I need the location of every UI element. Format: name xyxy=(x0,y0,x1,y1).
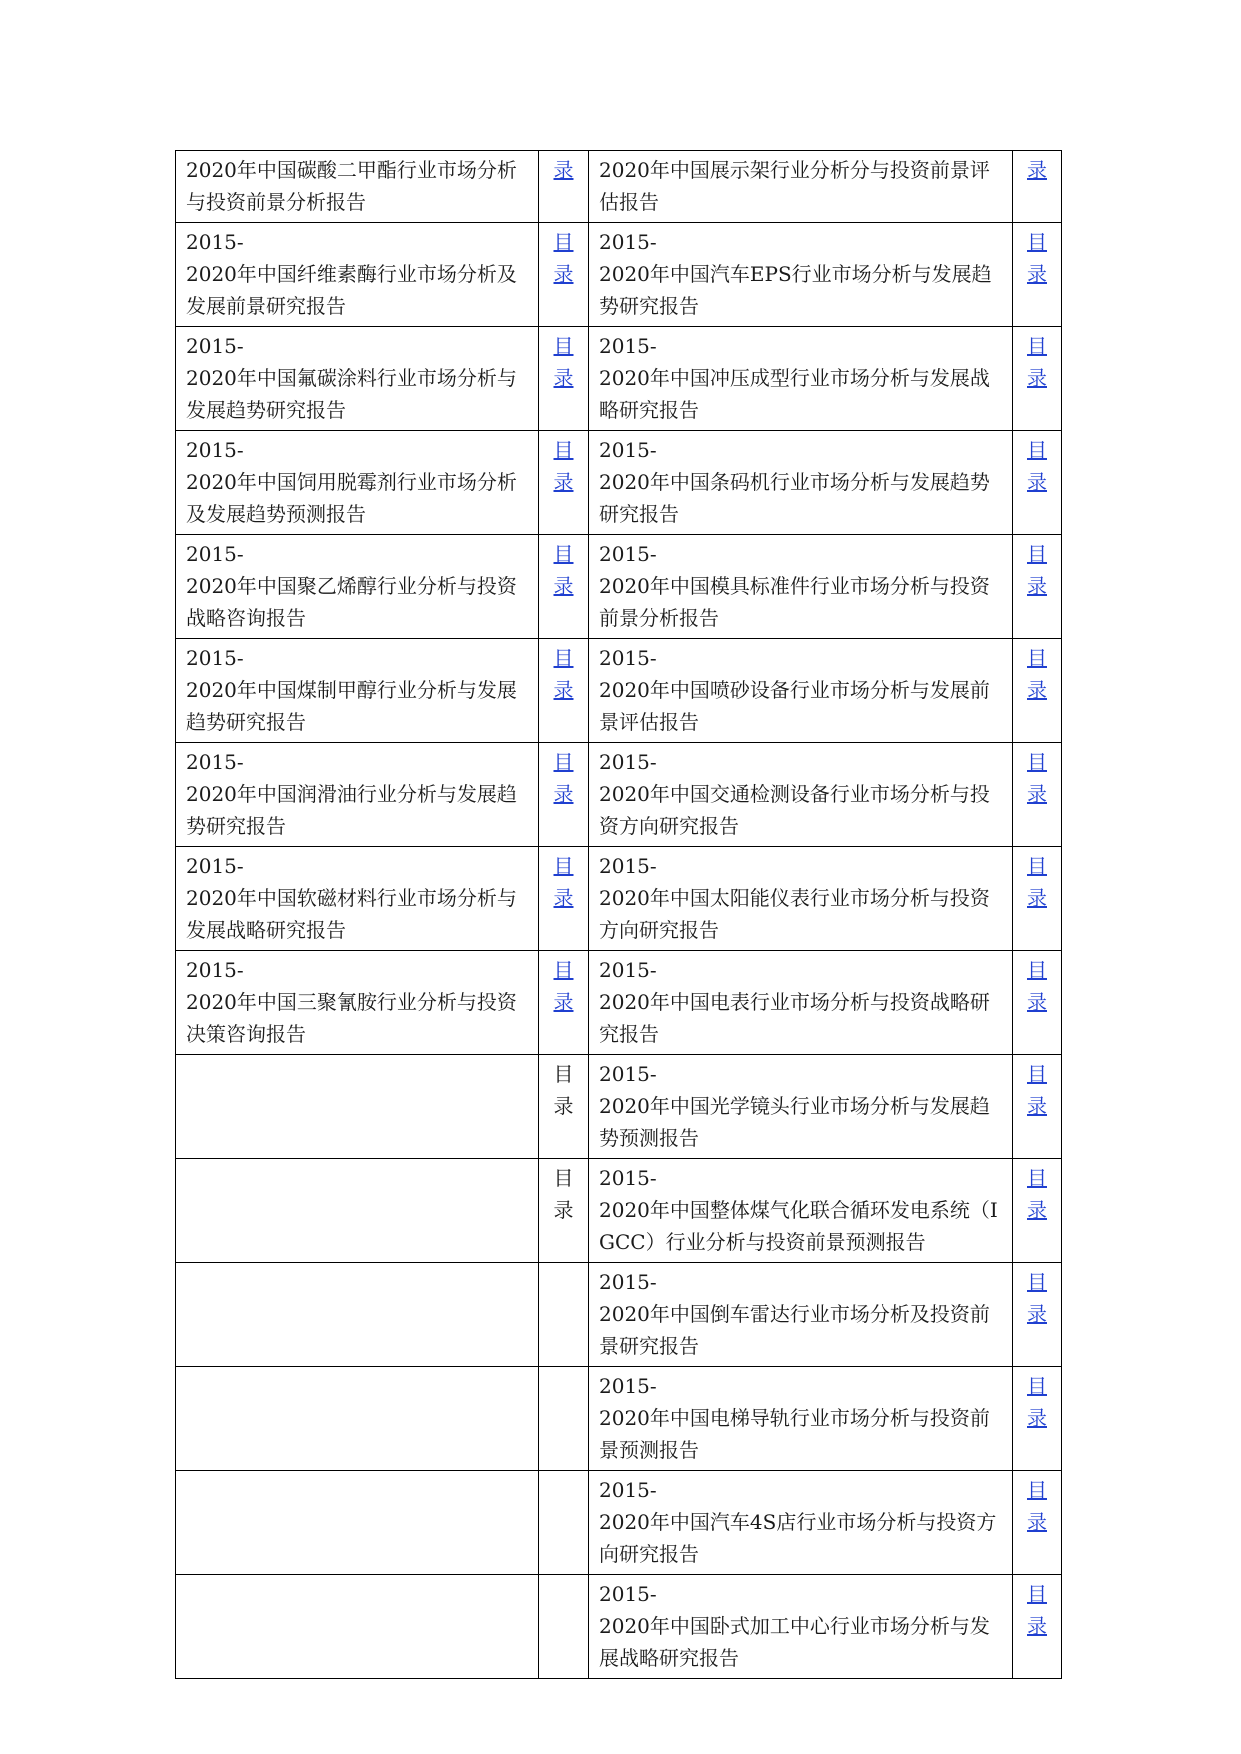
toc-link-cell-left[interactable] xyxy=(539,151,589,223)
report-title: 2020年中国煤制甲醇行业分析与发展趋势研究报告 xyxy=(186,678,517,734)
report-year-range: 2015- xyxy=(186,334,244,358)
toc-link[interactable]: 目 xyxy=(1027,1166,1047,1190)
toc-link[interactable]: 录 xyxy=(1027,1406,1047,1430)
toc-link[interactable]: 目 xyxy=(1027,542,1047,566)
report-year-range: 2015- xyxy=(599,334,657,358)
report-title-cell-right xyxy=(589,1263,1013,1367)
toc-link-cell-right[interactable] xyxy=(1013,847,1062,951)
table-row xyxy=(176,535,1062,639)
table-row xyxy=(176,431,1062,535)
toc-link-cell-right[interactable] xyxy=(1013,1367,1062,1471)
toc-link[interactable]: 目 xyxy=(1027,1270,1047,1294)
report-title-cell-right xyxy=(589,327,1013,431)
report-year-range: 2015- xyxy=(599,542,657,566)
report-title: 2020年中国软磁材料行业市场分析与发展战略研究报告 xyxy=(186,886,517,942)
toc-link[interactable]: 目 xyxy=(553,750,574,774)
toc-label: 目 xyxy=(553,1166,574,1190)
report-title: 2020年中国条码机行业市场分析与发展趋势研究报告 xyxy=(599,470,990,526)
report-title: 2020年中国饲用脱霉剂行业市场分析及发展趋势预测报告 xyxy=(186,470,517,526)
toc-link[interactable]: 录 xyxy=(1027,1094,1047,1118)
report-title-cell-left xyxy=(176,847,539,951)
report-title: 2020年中国喷砂设备行业市场分析与发展前景评估报告 xyxy=(599,678,990,734)
toc-link[interactable]: 目 xyxy=(1027,646,1047,670)
report-title-cell-right xyxy=(589,951,1013,1055)
report-year-range: 2015- xyxy=(186,750,244,774)
report-title: 2020年中国氟碳涂料行业市场分析与发展趋势研究报告 xyxy=(186,366,517,422)
report-year-range: 2015- xyxy=(599,854,657,878)
toc-link[interactable]: 录 xyxy=(1027,990,1047,1014)
toc-link-cell-left[interactable] xyxy=(539,327,589,431)
table-row xyxy=(176,743,1062,847)
report-title-cell-right xyxy=(589,1367,1013,1471)
report-title-cell-right xyxy=(589,1159,1013,1263)
toc-label: 录 xyxy=(553,1198,574,1222)
report-title: 2020年中国模具标准件行业市场分析与投资前景分析报告 xyxy=(599,574,990,630)
report-title: 2020年中国汽车4S店行业市场分析与投资方向研究报告 xyxy=(599,1510,997,1566)
toc-link-cell-left[interactable] xyxy=(539,951,589,1055)
toc-link-cell-right[interactable] xyxy=(1013,639,1062,743)
toc-link-cell-left xyxy=(539,1471,589,1575)
toc-link[interactable]: 录 xyxy=(1027,1198,1047,1222)
report-year-range: 2015- xyxy=(599,1062,657,1086)
toc-link[interactable]: 目 xyxy=(1027,1478,1047,1502)
report-year-range: 2015- xyxy=(186,958,244,982)
toc-link[interactable]: 目 xyxy=(553,334,574,358)
report-title: 2020年中国聚乙烯醇行业分析与投资战略咨询报告 xyxy=(186,574,517,630)
report-title-cell-left xyxy=(176,1575,539,1679)
toc-link[interactable]: 目 xyxy=(1027,958,1047,982)
toc-link[interactable]: 目 xyxy=(553,230,574,254)
report-year-range: 2015- xyxy=(599,438,657,462)
toc-link[interactable]: 录 xyxy=(553,782,574,806)
table-row xyxy=(176,1055,1062,1159)
report-title: 2020年中国倒车雷达行业市场分析及投资前景研究报告 xyxy=(599,1302,990,1358)
report-title-cell-right xyxy=(589,151,1013,223)
toc-link-cell-left[interactable] xyxy=(539,431,589,535)
report-title-cell-left xyxy=(176,743,539,847)
toc-link[interactable]: 目 xyxy=(1027,750,1047,774)
toc-link[interactable]: 目 xyxy=(1027,438,1047,462)
report-year-range: 2015- xyxy=(599,1374,657,1398)
toc-link[interactable]: 目 xyxy=(553,438,574,462)
report-year-range: 2015- xyxy=(599,1270,657,1294)
toc-link[interactable]: 目 xyxy=(553,646,574,670)
table-row xyxy=(176,223,1062,327)
report-title-cell-left xyxy=(176,1055,539,1159)
toc-link-cell-right[interactable] xyxy=(1013,1159,1062,1263)
report-title-cell-left xyxy=(176,1263,539,1367)
toc-link-cell-left xyxy=(539,1159,589,1263)
report-title-cell-left xyxy=(176,535,539,639)
toc-link[interactable]: 录 xyxy=(1027,886,1047,910)
table-row xyxy=(176,1367,1062,1471)
toc-label: 录 xyxy=(553,1094,574,1118)
toc-link[interactable]: 目 xyxy=(1027,334,1047,358)
report-year-range: 2015- xyxy=(186,438,244,462)
report-title: 2020年中国交通检测设备行业市场分析与投资方向研究报告 xyxy=(599,782,990,838)
report-year-range: 2015- xyxy=(186,230,244,254)
toc-link[interactable]: 目 xyxy=(1027,1062,1047,1086)
report-title-cell-left xyxy=(176,327,539,431)
report-title-cell-right xyxy=(589,847,1013,951)
report-year-range: 2015- xyxy=(599,958,657,982)
toc-link[interactable]: 录 xyxy=(1027,158,1047,182)
report-title: 2020年中国纤维素酶行业市场分析及发展前景研究报告 xyxy=(186,262,517,318)
report-table xyxy=(175,150,1062,1679)
table-row xyxy=(176,1263,1062,1367)
toc-link[interactable]: 录 xyxy=(553,470,574,494)
toc-link-cell-right[interactable] xyxy=(1013,327,1062,431)
report-title-cell-left xyxy=(176,639,539,743)
toc-link-cell-right[interactable] xyxy=(1013,951,1062,1055)
report-year-range: 2015- xyxy=(186,854,244,878)
toc-link[interactable]: 录 xyxy=(1027,1302,1047,1326)
toc-link[interactable]: 目 xyxy=(1027,1374,1047,1398)
report-year-range: 2015- xyxy=(186,646,244,670)
report-title-cell-left xyxy=(176,223,539,327)
toc-link[interactable]: 录 xyxy=(1027,678,1047,702)
table-row xyxy=(176,1575,1062,1679)
report-title: 2020年中国碳酸二甲酯行业市场分析与投资前景分析报告 xyxy=(186,158,517,214)
toc-link[interactable]: 录 xyxy=(1027,574,1047,598)
toc-link-cell-left xyxy=(539,1055,589,1159)
toc-link[interactable]: 录 xyxy=(1027,1614,1047,1638)
toc-link[interactable]: 目 xyxy=(1027,854,1047,878)
toc-link-cell-left xyxy=(539,1367,589,1471)
report-title-cell-left xyxy=(176,1471,539,1575)
table-row xyxy=(176,151,1062,223)
toc-link-cell-left[interactable] xyxy=(539,223,589,327)
toc-link[interactable]: 目 xyxy=(1027,1582,1047,1606)
report-title-cell-left xyxy=(176,151,539,223)
report-title-cell-left xyxy=(176,1159,539,1263)
toc-link-cell-left[interactable] xyxy=(539,847,589,951)
report-year-range: 2015- xyxy=(599,750,657,774)
report-year-range: 2015- xyxy=(186,542,244,566)
toc-link[interactable]: 录 xyxy=(553,158,574,182)
report-title: 2020年中国光学镜头行业市场分析与发展趋势预测报告 xyxy=(599,1094,990,1150)
report-title: 2020年中国整体煤气化联合循环发电系统（IGCC）行业分析与投资前景预测报告 xyxy=(599,1198,998,1254)
toc-link[interactable]: 录 xyxy=(553,574,574,598)
toc-link-cell-right[interactable] xyxy=(1013,1471,1062,1575)
report-title: 2020年中国电表行业市场分析与投资战略研究报告 xyxy=(599,990,990,1046)
toc-link-cell-left[interactable] xyxy=(539,743,589,847)
report-title: 2020年中国卧式加工中心行业市场分析与发展战略研究报告 xyxy=(599,1614,990,1670)
toc-link[interactable]: 目 xyxy=(553,854,574,878)
report-title: 2020年中国三聚氰胺行业分析与投资决策咨询报告 xyxy=(186,990,517,1046)
report-title: 2020年中国展示架行业分析分与投资前景评估报告 xyxy=(599,158,990,214)
report-year-range: 2015- xyxy=(599,1166,657,1190)
toc-link-cell-left[interactable] xyxy=(539,639,589,743)
toc-link-cell-right[interactable] xyxy=(1013,151,1062,223)
toc-link-cell-right[interactable] xyxy=(1013,1055,1062,1159)
table-row xyxy=(176,951,1062,1055)
report-title: 2020年中国润滑油行业分析与发展趋势研究报告 xyxy=(186,782,517,838)
toc-link-cell-right[interactable] xyxy=(1013,431,1062,535)
report-title: 2020年中国汽车EPS行业市场分析与发展趋势研究报告 xyxy=(599,262,992,318)
report-title-cell-right xyxy=(589,431,1013,535)
report-title-cell-right xyxy=(589,1575,1013,1679)
report-title: 2020年中国冲压成型行业市场分析与发展战略研究报告 xyxy=(599,366,990,422)
toc-link[interactable]: 录 xyxy=(553,886,574,910)
report-title: 2020年中国电梯导轨行业市场分析与投资前景预测报告 xyxy=(599,1406,990,1462)
report-year-range: 2015- xyxy=(599,230,657,254)
toc-link-cell-right[interactable] xyxy=(1013,1575,1062,1679)
toc-link-cell-left[interactable] xyxy=(539,535,589,639)
report-title-cell-right xyxy=(589,535,1013,639)
table-row xyxy=(176,1471,1062,1575)
toc-link[interactable]: 目 xyxy=(553,958,574,982)
toc-link-cell-right[interactable] xyxy=(1013,1263,1062,1367)
report-table-body xyxy=(176,151,1062,1679)
toc-link[interactable]: 录 xyxy=(1027,1510,1047,1534)
report-title-cell-right xyxy=(589,743,1013,847)
report-title-cell-right xyxy=(589,223,1013,327)
report-title-cell-left xyxy=(176,1367,539,1471)
toc-label: 目 xyxy=(553,1062,574,1086)
toc-link[interactable]: 录 xyxy=(553,990,574,1014)
table-row xyxy=(176,639,1062,743)
report-title: 2020年中国太阳能仪表行业市场分析与投资方向研究报告 xyxy=(599,886,990,942)
toc-link-cell-left xyxy=(539,1575,589,1679)
toc-link[interactable]: 录 xyxy=(1027,782,1047,806)
toc-link[interactable]: 录 xyxy=(1027,366,1047,390)
toc-link-cell-right[interactable] xyxy=(1013,223,1062,327)
table-row xyxy=(176,1159,1062,1263)
report-year-range: 2015- xyxy=(599,646,657,670)
toc-link[interactable]: 目 xyxy=(1027,230,1047,254)
report-title-cell-left xyxy=(176,431,539,535)
table-row xyxy=(176,327,1062,431)
report-title-cell-right xyxy=(589,1055,1013,1159)
toc-link-cell-right[interactable] xyxy=(1013,743,1062,847)
report-year-range: 2015- xyxy=(599,1582,657,1606)
report-title-cell-left xyxy=(176,951,539,1055)
toc-link-cell-left xyxy=(539,1263,589,1367)
table-row xyxy=(176,847,1062,951)
toc-link[interactable]: 录 xyxy=(1027,262,1047,286)
report-title-cell-right xyxy=(589,639,1013,743)
toc-link[interactable]: 录 xyxy=(553,366,574,390)
report-title-cell-right xyxy=(589,1471,1013,1575)
toc-link-cell-right[interactable] xyxy=(1013,535,1062,639)
toc-link[interactable]: 录 xyxy=(1027,470,1047,494)
toc-link[interactable]: 录 xyxy=(553,678,574,702)
toc-link[interactable]: 录 xyxy=(553,262,574,286)
toc-link[interactable]: 目 xyxy=(553,542,574,566)
report-year-range: 2015- xyxy=(599,1478,657,1502)
